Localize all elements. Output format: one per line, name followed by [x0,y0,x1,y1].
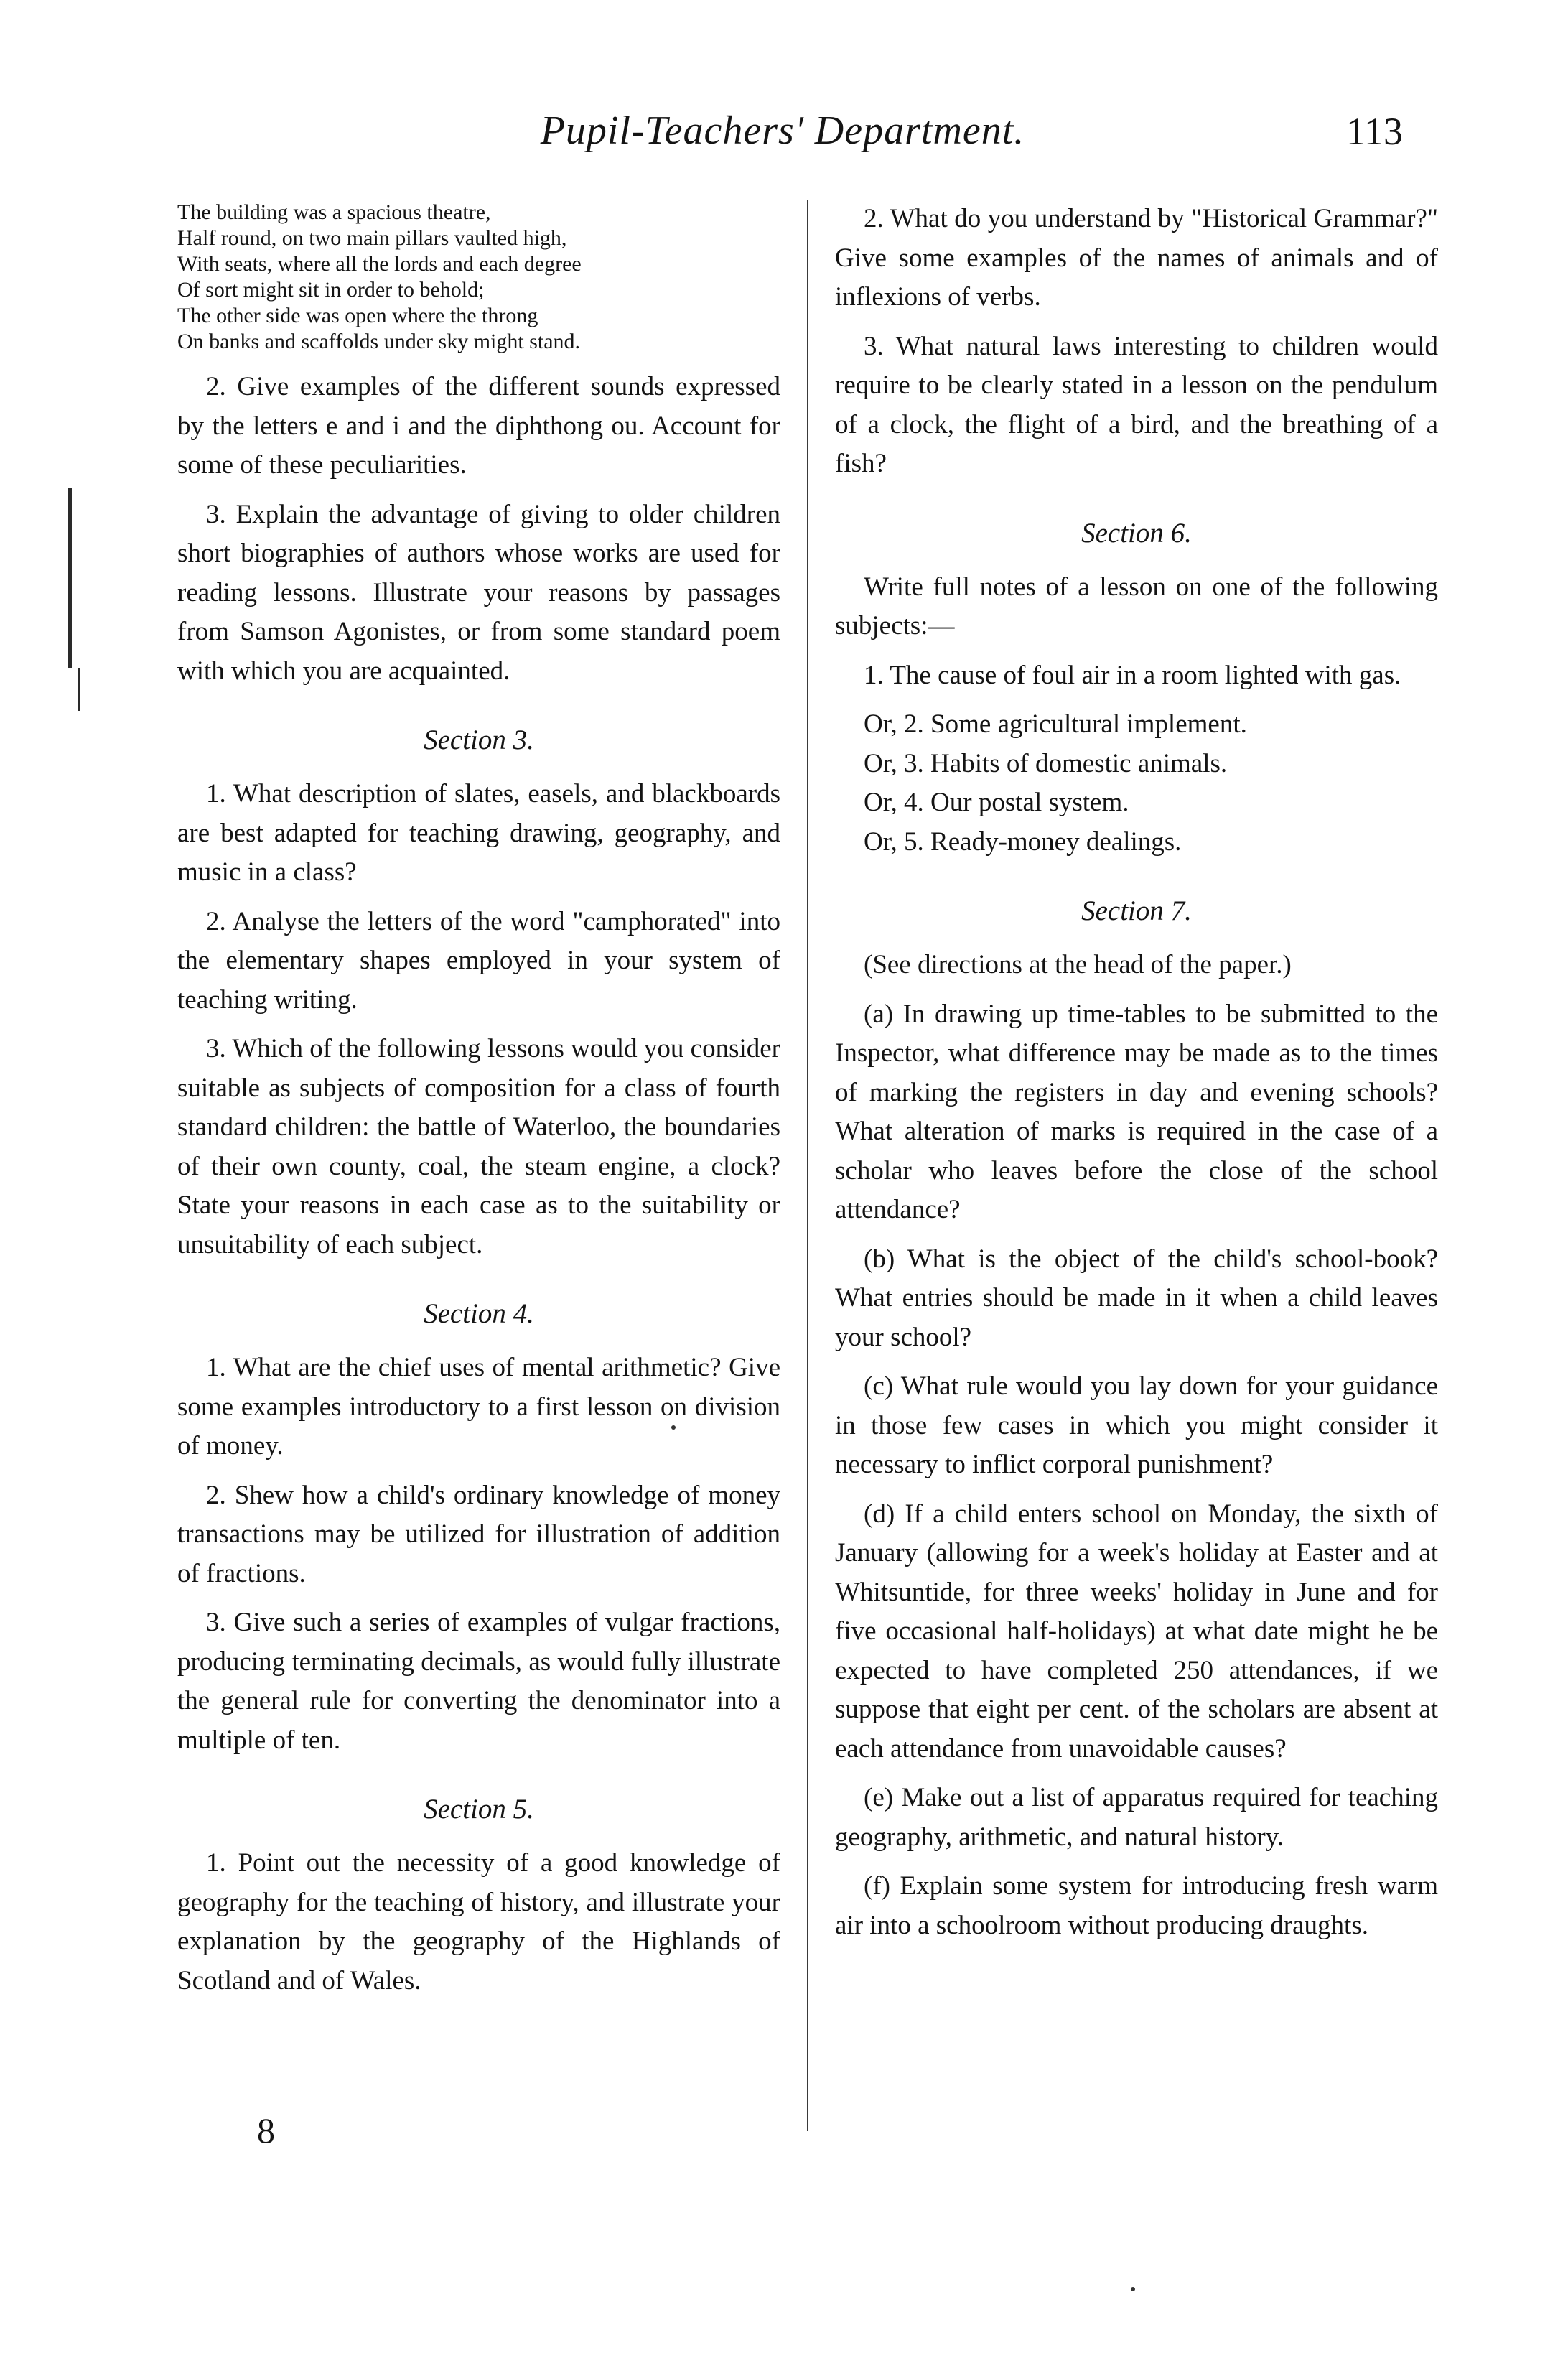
subject-option: Or, 4. Our postal system. [864,788,1129,817]
poem-excerpt [177,200,780,355]
question: 2. Shew how a child's ordinary knowledge of money transactions may be utilized for illustration of addition of fractions. [177,1480,780,1588]
question: 2. What do you understand by "Historical Grammar?" Give some examples of the names of animals and of inflexions of verbs. [835,204,1438,312]
section-intro: Write full notes of a lesson on one of the following subjects:— [835,572,1438,640]
section-heading: Section 3. [424,725,534,755]
question: 2. Give examples of the different sounds expressed by the letters e and i and the diphthong ou. Account for some of these peculiarities. [177,372,780,480]
section-heading: Section 6. [1081,517,1192,549]
poem-line: Half round, on two main pillars vaulted high, [177,226,567,250]
question: 3. Explain the advantage of giving to older children short biographies of authors whose works are used for reading lessons. Illustrate your reasons by passages from Samson Agonistes, or from some standard poem with which you are acquainted. [177,499,780,686]
section-heading: Section 5. [424,1794,534,1825]
poem-line: On banks and scaffolds under sky might stand. [177,330,581,353]
left-column [177,200,780,2011]
print-speck [1131,2287,1135,2291]
question: 1. What are the chief uses of mental arithmetic? Give some examples introductory to a first lesson on division of money. [177,1353,780,1460]
signature-number: 8 [257,2110,275,2151]
section-heading: Section 4. [424,1298,534,1329]
column-divider [807,200,808,2131]
question: 3. What natural laws interesting to children would require to be clearly stated in a lesson on the pendulum of a clock, the flight of a bird, and the breathing of a fish? [835,331,1438,478]
page-number: 113 [1346,110,1403,153]
poem-line: The other side was open where the throng [177,304,538,327]
subject-option: Or, 2. Some agricultural implement. [864,709,1247,739]
question: 1. What description of slates, easels, and blackboards are best adapted for teaching drawing, geography, and music in a class? [177,779,780,887]
right-column [835,200,1438,1955]
print-speck [671,1425,676,1430]
poem-line: The building was a spacious theatre, [177,200,491,224]
question: (d) If a child enters school on Monday, the sixth of January (allowing for a week's holiday at Easter and at Whitsuntide, for three weeks' holiday in June and for five occasional half-holidays) at what date might he be expected to have completed 250 attendances, if we suppose that eight per cent. of the scholars are absent at each attendance from unavoidable causes? [835,1499,1438,1764]
margin-mark [78,668,80,711]
section-heading: Section 7. [1081,895,1192,926]
question: 2. Analyse the letters of the word "camphorated" into the elementary shapes employed in your system of teaching writing. [177,906,780,1015]
question: 3. Give such a series of examples of vulgar fractions, producing terminating decimals, as would fully illustrate the general rule for converting the denominator into a multiple of ten. [177,1608,780,1755]
question: (a) In drawing up time-tables to be submitted to the Inspector, what difference may be made as to the times of marking the registers in day and evening schools? What alteration of marks is required in the case of a scholar who leaves before the close of the school attendance? [835,999,1438,1224]
section-intro: (See directions at the head of the paper.) [864,950,1292,979]
poem-line: Of sort might sit in order to behold; [177,278,485,302]
question: (b) What is the object of the child's school-book? What entries should be made in it when a child leaves your school? [835,1244,1438,1352]
running-title: Pupil-Teachers' Department. [540,108,1025,153]
subject-option: Or, 5. Ready-money dealings. [864,826,1182,857]
subject-option: 1. The cause of foul air in a room lighted with gas. [864,660,1401,690]
question: (c) What rule would you lay down for your guidance in those few cases in which you might consider it necessary to inflict corporal punishment? [835,1371,1438,1479]
question: 3. Which of the following lessons would you consider suitable as subjects of composition for a class of fourth standard children: the battle of Waterloo, the boundaries of their own county, coal, the steam engine, a clock? State your reasons in each case as to the suitability or unsuitability of each subject. [177,1034,780,1259]
margin-mark [68,488,72,668]
question: 1. Point out the necessity of a good knowledge of geography for the teaching of history, and illustrate your explanation by the geography of the Highlands of Scotland and of Wales. [177,1848,780,1995]
poem-line: With seats, where all the lords and each degree [177,252,582,276]
question: (e) Make out a list of apparatus required for teaching geography, arithmetic, and natural history. [835,1783,1438,1852]
subject-option: Or, 3. Habits of domestic animals. [864,748,1228,778]
question: (f) Explain some system for introducing fresh warm air into a schoolroom without producing draughts. [835,1871,1438,1940]
